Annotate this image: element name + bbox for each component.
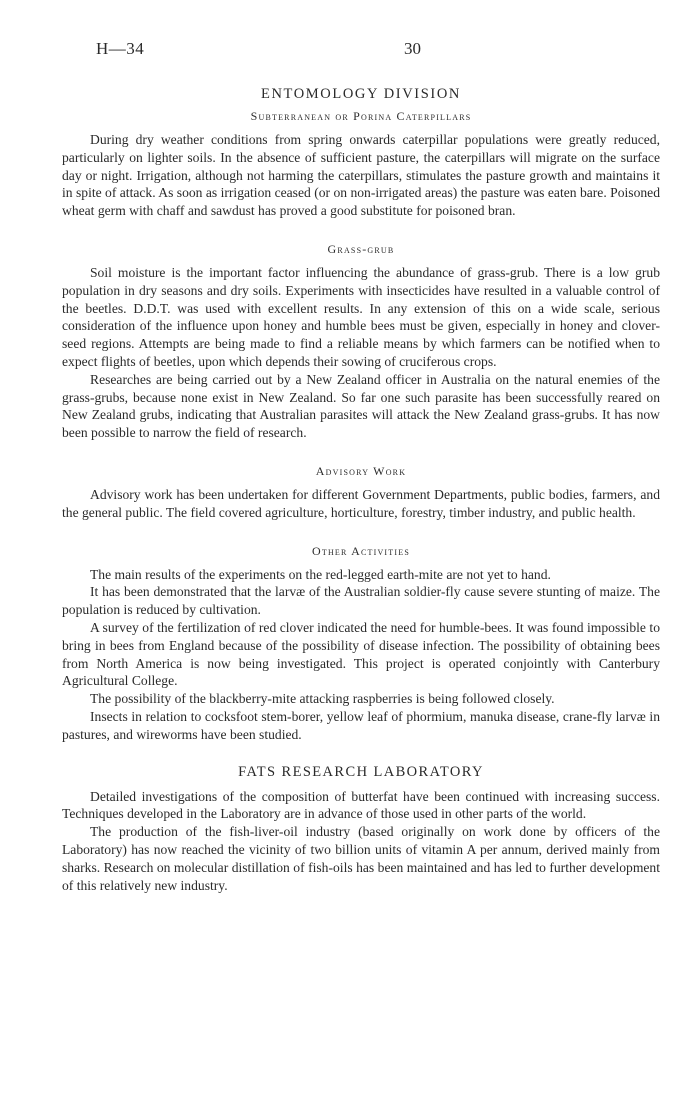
running-header: [62, 0, 660, 64]
section-fats-research-laboratory: [62, 762, 660, 895]
paragraph: It has been demonstrated that the larvæ of the Australian soldier-fly cause severe stunting of maize. The population is reduced by cultivation.: [62, 584, 660, 618]
section-heading: Subterranean or Porina Caterpillars: [250, 109, 472, 123]
paragraph: The production of the fish-liver-oil industry (based originally on work done by officers of the Laboratory) has now reached the vicinity of two billion units of vitamin A per annum, derived mainly from sharks. Research on molecular distillation of fish-oils has been maintained and has led to further development of this relatively new industry.: [62, 824, 660, 893]
section-heading: Grass-grub: [327, 241, 395, 256]
section-porina-caterpillars: [62, 107, 660, 220]
section-other-activities: [62, 542, 660, 744]
division-title: ENTOMOLOGY DIVISION: [261, 86, 461, 102]
section-heading: Other Activities: [312, 543, 410, 558]
paragraph: Insects in relation to cocksfoot stem-borer, yellow leaf of phormium, manuka disease, crane-fly larvæ in pastures, and wireworms have been studied.: [62, 708, 660, 742]
section-advisory-work: [62, 462, 660, 522]
page-number: 30: [404, 39, 421, 58]
laboratory-title: FATS RESEARCH LABORATORY: [238, 763, 484, 780]
paragraph: The possibility of the blackberry-mite attacking raspberries is being followed closely.: [90, 691, 555, 707]
paragraph: Detailed investigations of the composition of butterfat have been continued with increasing success. Techniques developed in the Laboratory are in advance of those used in other parts of the world.: [62, 788, 660, 822]
paragraph: A survey of the fertilization of red clover indicated the need for humble-bees. It was found impossible to bring in bees from England because of the possibility of disease infection. The possibility of obtaining bees from North America is now being investigated. This project is operated conjointly with Canterbury Agricultural College.: [62, 619, 660, 689]
paragraph: The main results of the experiments on the red-legged earth-mite are not yet to hand.: [90, 566, 551, 582]
section-heading: Advisory Work: [315, 463, 407, 478]
paragraph: Soil moisture is the important factor influencing the abundance of grass-grub. There is a low grub population in dry seasons and dry soils. Experiments with insecticides have resulted in a valuable control of the beetles. D.D.T. was used with excellent results. In any extension of this on a wide scale, serious consideration of the influence upon honey and humble bees must be given, especially in honey and clover-seed regions. Attempts are being made to find a reliable means by which farmers can be notified when to expect flights of beetles, upon which depends their sowing of cruciferous crops.: [62, 264, 660, 369]
paragraph: Researches are being carried out by a New Zealand officer in Australia on the natural enemies of the grass-grubs, because none exist in New Zealand. So far one such parasite has been successfully reared on New Zealand grubs, indicating that Australian parasites will attack the New Zealand grass-grubs. It has now been possible to narrow the field of research.: [62, 371, 660, 441]
document-reference: H—34: [96, 39, 145, 58]
paragraph: Advisory work has been undertaken for different Government Departments, public bodies, farmers, and the general public. The field covered agriculture, horticulture, forestry, timber industry, and public health.: [62, 486, 660, 520]
paragraph: During dry weather conditions from spring onwards caterpillar populations were greatly reduced, particularly on lighter soils. In the absence of sufficient pasture, the caterpillars will migrate on the surface day or night. Irrigation, although not harming the caterpillars, stimulates the pasture growth and maintains it in spite of attack. As soon as irrigation ceased (or on non-irrigated areas) the pasture was eaten bare. Poisoned wheat germ with chaff and sawdust has proved a good substitute for poisoned bran.: [62, 132, 660, 219]
section-grass-grub: [62, 240, 660, 442]
